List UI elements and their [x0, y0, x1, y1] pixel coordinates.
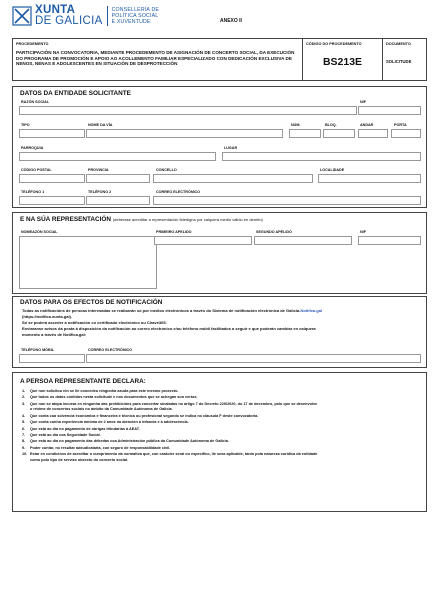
applicant-title: DATOS DA ENTIDADE SOLICITANTE: [20, 90, 131, 97]
declaration-item: 2. Que todos os datos contidos nesta solicitude e nos documentos que se achegan son certos.: [22, 395, 198, 400]
procedure-label: PROCEDEMENTO: [16, 42, 49, 46]
annex-label: ANEXO II: [220, 18, 242, 24]
procedure-header: [12, 38, 427, 81]
parroquia-field[interactable]: [19, 152, 216, 161]
razon-social-field[interactable]: [19, 106, 357, 115]
telefono2-field[interactable]: [86, 196, 150, 205]
representative-nif-label: NIF: [360, 230, 366, 234]
representation-title: E NA SÚA REPRESENTACIÓN (deberase acreditar a representación fidedigna por calquera medio válido en dereito): [20, 216, 263, 223]
parroquia-label: PARROQUIA: [21, 146, 44, 150]
andar-label: ANDAR: [360, 123, 374, 127]
telefono2-label: TELÉFONO 2: [88, 190, 112, 194]
tipo-label: TIPO: [21, 123, 30, 127]
porta-field[interactable]: [391, 129, 421, 138]
concello-field[interactable]: [153, 174, 313, 183]
notification-line-1: Todas as notificacións de persoas interesadas se realizarán só por medios electrónicos a través do Sistema de notificación electrónica de Galicia-Notifica.gal: [22, 308, 323, 313]
notification-title: DATOS PARA OS EFECTOS DE NOTIFICACIÓN: [20, 299, 163, 306]
declaration-item-continued: o réxime de concertos sociais no ámbito da Comunidade Autónoma de Galicia.: [30, 407, 173, 412]
localidade-label: LOCALIDADE: [320, 168, 345, 172]
declaration-item: 6. Que está ao día no pagamento de obrigas tributarias á AEAT.: [22, 426, 140, 431]
applicant-email-field[interactable]: [153, 196, 421, 205]
bloq-field[interactable]: [323, 129, 355, 138]
nome-via-label: NOME DA VÍA: [88, 123, 113, 127]
declaration-title: A PERSOA REPRESENTANTE DECLARA:: [20, 378, 146, 385]
telefono1-field[interactable]: [19, 196, 85, 205]
declaration-item: 3. Que non se atopa incursa en ningunha das prohibicións para concertar sinaladas no artigo 7 do Decreto 229/2020, do 17 de decembro, polo que se desenvolve: [22, 401, 318, 406]
procedure-column: [13, 39, 303, 80]
representation-section: [12, 212, 427, 294]
declaration-item: 1. Que non solicitou nin se lle concedeu ningunha axuda para este mesmo proxecto.: [22, 389, 179, 393]
tipo-field[interactable]: [19, 129, 85, 138]
notification-line-5: momento a través de Notifica.gal:: [22, 332, 87, 337]
segundo-apelido-label: SEGUNDO APELIDO: [256, 230, 292, 234]
lugar-field[interactable]: [222, 152, 421, 161]
bloq-label: BLOQ.: [325, 123, 337, 127]
notification-line-3: Só se poderá acceder á notificación co certificado electrónico ou Chave365.: [22, 320, 167, 325]
document-label: DOCUMENTO: [386, 42, 411, 46]
declaration-item: 9. Poder contar, no resultar adxudicataria, cun seguro de responsabilidade civil.: [22, 445, 171, 450]
porta-label: PORTA: [394, 123, 407, 127]
applicant-nif-field[interactable]: [358, 106, 421, 115]
declaration-item: 8. Que está ao día no pagamento das débedas coa Administración pública da Comunidade Autónoma de Galicia.: [22, 439, 229, 444]
codigo-postal-label: CÓDIGO POSTAL: [21, 168, 52, 172]
code-label: CÓDIGO DO PROCEDEMENTO: [306, 42, 362, 46]
lugar-label: LUGAR: [224, 146, 238, 150]
mobile-field[interactable]: [19, 354, 85, 363]
xunta-emblem-icon: [12, 6, 32, 26]
logo-title: XUNTA DE GALICIA: [35, 4, 103, 27]
num-label: NÚM.: [291, 123, 301, 127]
applicant-section: [12, 86, 427, 208]
logo-divider: [107, 6, 108, 26]
procedure-text: PARTICIPACIÓN NA CONVOCATORIA, MEDIANTE PROCEDEMENTO DE ASIGNACIÓN DE CONCERTO SOCIAL, DA EXECUCIÓN DO PROGRAMA DE PROMOCIÓN E APOIO AO ACOLLEMENTO FAMILIAR ESPECIALIZADO CON DEDICACIÓN EXCLUSIVA DE NENOS, NENAS E ADOLESCENTES EN SITUACIÓN DE DESPROTECCIÓN: [16, 50, 295, 67]
representation-note: (deberase acreditar a representación fidedigna por calquera medio válido en dereito): [112, 217, 263, 222]
code-column: [303, 39, 383, 80]
notification-email-label: CORREO ELECTRÓNICO: [88, 348, 133, 352]
declaration-item-continued: como polo tipo de servizo obxecto do concerto social.: [30, 457, 129, 462]
nomeazon-social-field[interactable]: [19, 236, 157, 289]
provincia-field[interactable]: [86, 174, 150, 183]
procedure-code: BS213E: [322, 56, 363, 68]
notification-line-4: Enviaranse avisos da posta á disposición da notificación ao correo electrónico e/ou teléfono móbil facilitados a seguir e que poderán cambiar en calquera: [22, 326, 316, 331]
declaration-section: [12, 372, 427, 512]
declaration-list: [22, 389, 422, 464]
declaration-item: 7. Que está ao día coa Seguridade Social.: [22, 433, 101, 437]
telefono1-label: TELÉFONO 1: [21, 190, 45, 194]
num-field[interactable]: [289, 129, 321, 138]
xunta-logo: [12, 6, 159, 26]
concello-label: CONCELLO: [156, 168, 177, 172]
notification-line-2: (https://notifica.xunta.gal).: [22, 314, 72, 319]
declaration-item: 5. Que conta cunha experiencia mínima de 2 anos na atención á infancia e á adolescencia.: [22, 420, 189, 425]
codigo-postal-field[interactable]: [19, 174, 85, 183]
applicant-nif-label: NIF: [360, 100, 366, 104]
notifica-link[interactable]: Notifica.gal: [300, 308, 323, 313]
document-column: [383, 39, 428, 80]
nome-via-field[interactable]: [86, 129, 283, 138]
razon-social-label: RAZÓN SOCIAL: [21, 100, 50, 104]
notification-email-field[interactable]: [86, 354, 421, 363]
mobile-label: TELÉFONO MÓBIL: [21, 348, 54, 352]
declaration-item: 4. Que conta coa solvencia económica e financeira e técnica ou profesional segundo se indica no cláusula F deste convocatoria.: [22, 413, 259, 418]
primeiro-apelido-label: PRIMEIRO APELIDO: [156, 230, 192, 234]
nomeazon-social-label: NOMEAZÓN SOCIAL: [21, 230, 58, 234]
applicant-email-label: CORREO ELECTRÓNICO: [156, 190, 201, 194]
segundo-apelido-field[interactable]: [254, 236, 352, 245]
notification-section: [12, 296, 427, 368]
logo-department: CONSELLERÍA DE POLÍTICA SOCIAL E XUVENTUDE: [111, 6, 160, 26]
document-value: SOLICITUDE: [386, 59, 412, 64]
declaration-item: 10. Estar en condicións de acreditar o cumprimento da normativa que, con carácter xeral ou específico, lle sexa aplicable, tanto pola natureza xurídica da entidade: [22, 452, 318, 457]
andar-field[interactable]: [358, 129, 388, 138]
primeiro-apelido-field[interactable]: [154, 236, 252, 245]
representative-nif-field[interactable]: [358, 236, 421, 245]
localidade-field[interactable]: [318, 174, 421, 183]
provincia-label: PROVINCIA: [88, 168, 109, 172]
